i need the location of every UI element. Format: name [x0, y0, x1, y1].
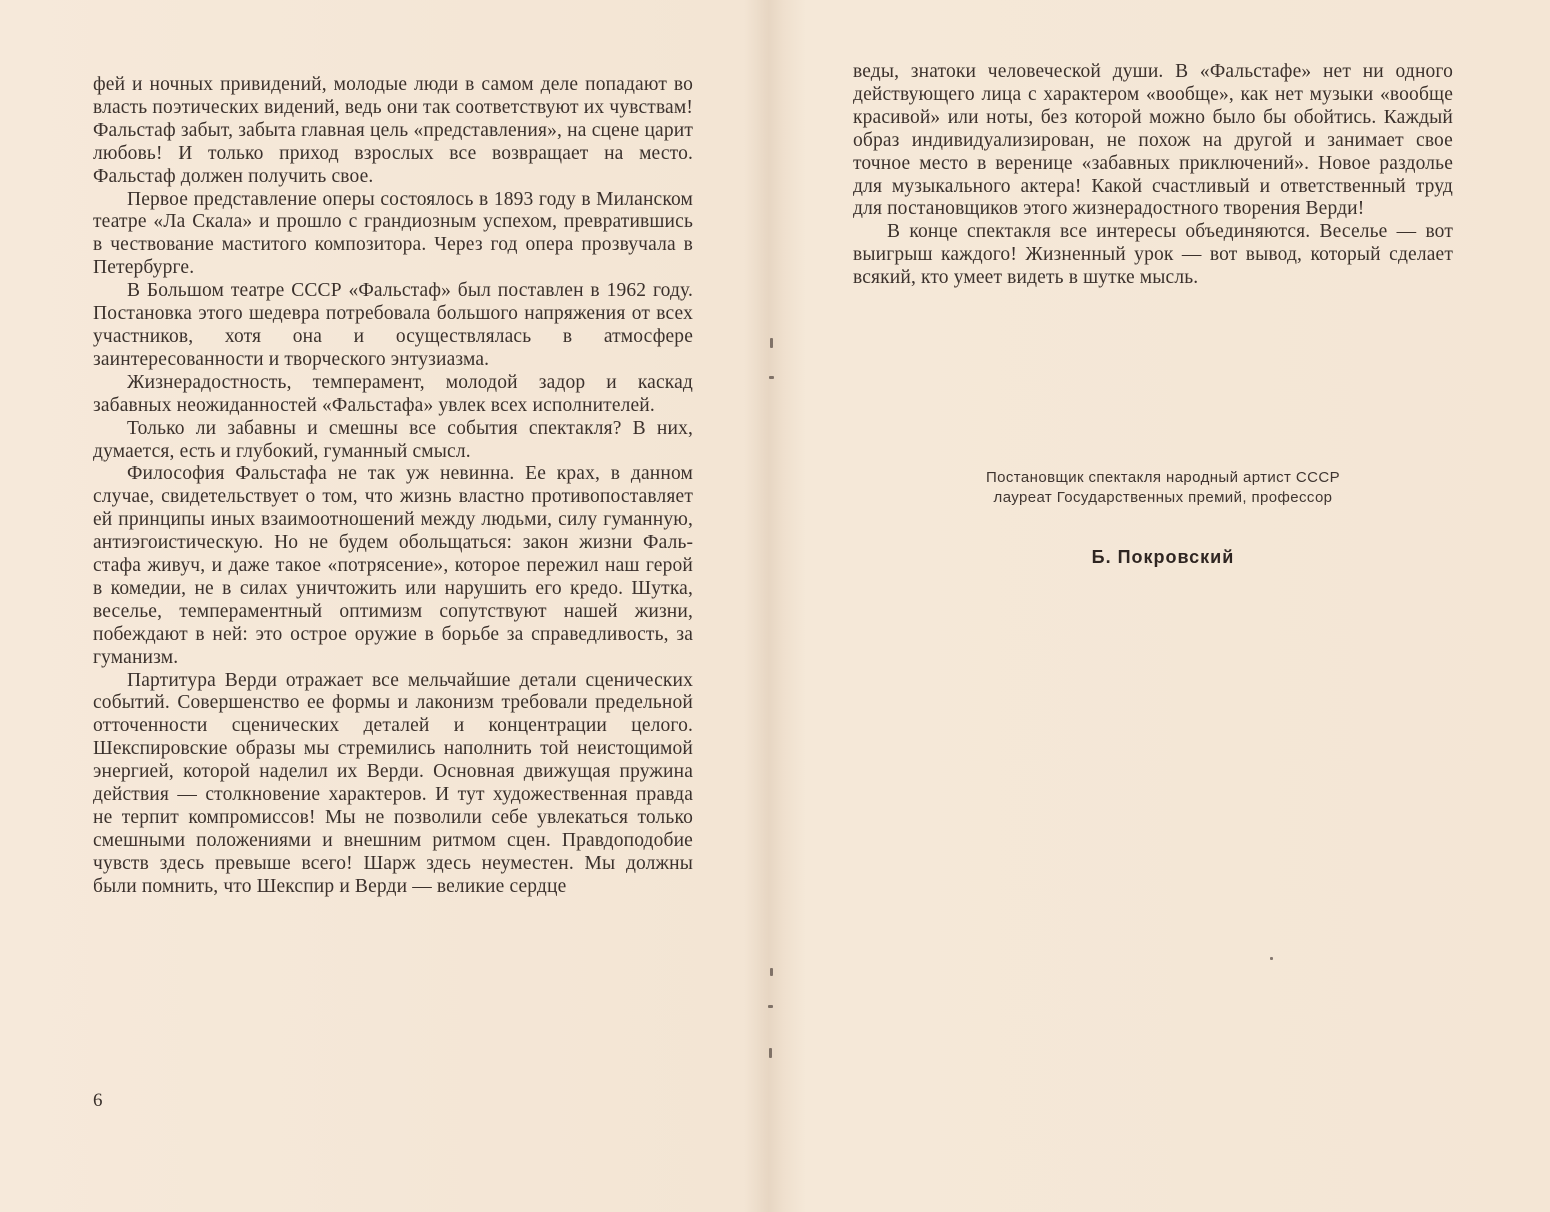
left-paragraph-5: Только ли забавны и смешны все события спектакля? В них, думается, есть и глубокий, гуманный смысл.: [93, 417, 693, 462]
page-speck: [1270, 957, 1273, 960]
gutter-speck: [768, 1005, 773, 1008]
left-page-text: [93, 74, 693, 899]
gutter-speck: [770, 338, 773, 348]
gutter-speck: [769, 1048, 772, 1058]
right-page-text: [853, 61, 1453, 290]
gutter-speck: [770, 968, 773, 976]
credit-line-2: лауреат Государственных премий, профессор: [993, 489, 1333, 506]
gutter-speck: [769, 376, 774, 379]
right-paragraph-2: В конце спектакля все интересы объединяются. Веселье — вот выигрыш каждого! Жизненный урок — вот вывод, который сделает всякий, кто умеет видеть в шутке мысль.: [853, 221, 1453, 289]
credit-line-1: Постановщик спектакля народный артист СССР: [985, 469, 1340, 486]
left-paragraph-3: В Большом театре СССР «Фальстаф» был поставлен в 1962 году. Постановка этого шедевра потребовала большого напряжения от всех участников, хотя она и осуществлялась в атмосфере заинтересованности и творческого энтузиазма.: [93, 280, 693, 370]
author-signature: Б. Покровский: [1091, 547, 1235, 567]
page-number: 6: [93, 1090, 103, 1111]
left-page: [0, 0, 772, 1212]
right-paragraph-1: веды, знатоки человеческой души. В «Фальстафе» нет ни одного действующего лица с характером «вообще», как нет музыки «вообще красивой» или ноты, без которой можно было бы обойтись. Каждый образ индивидуализирован, не похож на другой и занимает свое точное место в веренице «забавных приключений». Новое раздолье для музыкального актера! Какой счастливый и ответственный труд для постановщиков этого жизнерадостного творения Верди!: [853, 61, 1453, 220]
right-page: [778, 0, 1550, 1212]
left-paragraph-1: фей и ночных привидений, молодые люди в самом деле попадают во власть поэтических видений, ведь они так соответствуют их чувствам! Фальстаф забыт, забыта главная цель «представления», на сцене царит любовь! И только приход взрослых все возвращает на место. Фальстаф должен получить свое.: [93, 74, 693, 187]
left-paragraph-6: Философия Фальстафа не так уж невинна. Ее крах, в данном случае, свидетельствует о том, что жизнь властно противопоставляет ей принципы иных взаимоотношений между людьми, силу гуманную, антиэгоистическую. Но не будем обольщаться: закон жизни Фальстафа живуч, и даже такое «потрясение», которое пережил наш герой в комедии, не в силах уничтожить или нарушить его кредо. Шутка, веселье, темпераментный оптимизм сопутствуют нашей жизни, побеждают в ней: это острое оружие в борьбе за справедливость, за гуманизм.: [93, 463, 693, 668]
left-paragraph-7: Партитура Верди отражает все мельчайшие детали сценических событий. Совершенство ее формы и лаконизм требовали предельной отточенности сценических деталей и концентрации целого. Шекспировские образы мы стремились наполнить той неистощимой энергией, которой наделил их Верди. Основная движущая пружина действия — столкновение характеров. И тут художественная правда не терпит компромиссов! Мы не позволили себе увлекаться только смешными положениями и внешним ритмом сцен. Правдоподобие чувств здесь превыше всего! Шарж здесь неуместен. Мы должны были помнить, что Шекспир и Верди — великие сердце: [93, 669, 693, 897]
left-paragraph-2: Первое представление оперы состоялось в 1893 году в Миланском театре «Ла Скала» и прошло с грандиозным успехом, превратившись в чествование маститого композитора. Через год опера прозвучала в Петербурге.: [93, 188, 693, 279]
left-paragraph-4: Жизнерадостность, темперамент, молодой задор и каскад забавных неожиданностей «Фальстафа» увлек всех исполнителей.: [93, 371, 693, 416]
director-credit: [918, 468, 1408, 508]
